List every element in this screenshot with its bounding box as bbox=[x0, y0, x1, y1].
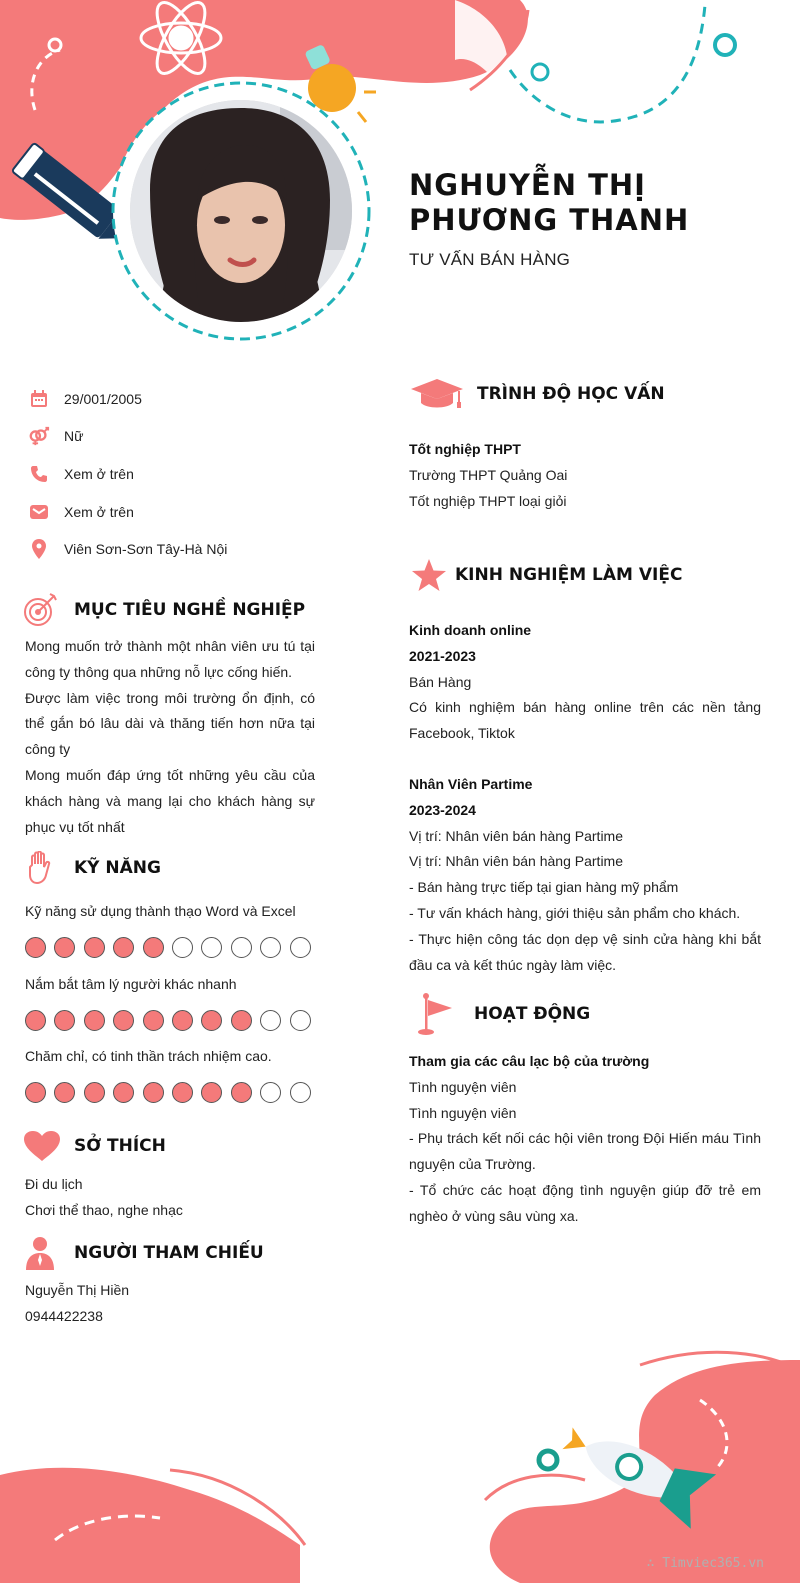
calendar-icon bbox=[28, 388, 50, 410]
job-company: Kinh doanh online bbox=[409, 622, 532, 638]
objective-text bbox=[25, 634, 315, 840]
target-icon bbox=[20, 590, 60, 630]
education-title: TRÌNH ĐỘ HỌC VẤN bbox=[477, 384, 665, 404]
person-icon bbox=[20, 1233, 60, 1273]
activity-line: - Phụ trách kết nối các hội viên trong Đội Hiến máu Tình nguyện của Trường. bbox=[409, 1130, 761, 1173]
activities-title: HOẠT ĐỘNG bbox=[474, 1004, 591, 1024]
experience-job-1 bbox=[409, 618, 761, 747]
activity-line: - Tổ chức các hoạt động tình nguyện giúp đỡ trẻ em nghèo ở vùng sâu vùng xa. bbox=[409, 1181, 761, 1224]
rating-dot-filled bbox=[231, 1082, 252, 1103]
email-text: Xem ở trên bbox=[64, 503, 134, 520]
hobby-item: Đi du lịch bbox=[25, 1176, 83, 1192]
objective-title: MỤC TIÊU NGHỀ NGHIỆP bbox=[74, 600, 306, 620]
contact-address bbox=[28, 530, 328, 568]
job-period: 2021-2023 bbox=[409, 647, 476, 664]
activity-name: Tham gia các câu lạc bộ của trường bbox=[409, 1053, 650, 1069]
objective-line: Mong muốn trở thành một nhân viên ưu tú tại công ty thông qua những nỗ lực cống hiến. bbox=[25, 638, 315, 680]
job-description: Có kinh nghiệm bán hàng online trên các nền tảng Facebook, Tiktok bbox=[409, 699, 761, 742]
location-icon bbox=[28, 538, 50, 560]
job-title: TƯ VẤN BÁN HÀNG bbox=[409, 250, 571, 269]
candidate-name bbox=[409, 168, 789, 238]
rating-dot-filled bbox=[143, 937, 164, 958]
rating-dot-filled bbox=[25, 1010, 46, 1031]
contact-gender bbox=[28, 418, 328, 456]
gender-text: Nữ bbox=[64, 428, 84, 445]
skills-title: KỸ NĂNG bbox=[74, 858, 161, 878]
address-text: Viên Sơn-Sơn Tây-Hà Nội bbox=[64, 541, 228, 558]
star-icon bbox=[409, 555, 449, 595]
experience-heading bbox=[409, 555, 682, 595]
skill-1-label: Kỹ năng sử dụng thành thạo Word và Excel bbox=[25, 903, 296, 919]
rating-dot-empty bbox=[260, 1010, 281, 1031]
job-role: Vị trí: Nhân viên bán hàng Partime bbox=[409, 827, 624, 844]
references-title: NGƯỜI THAM CHIẾU bbox=[74, 1243, 264, 1263]
education-school: Trường THPT Quảng Oai bbox=[409, 466, 568, 483]
activities-text bbox=[409, 1049, 761, 1230]
rating-dot-filled bbox=[172, 1010, 193, 1031]
skills-heading bbox=[20, 848, 161, 888]
activities-heading bbox=[412, 994, 590, 1034]
rating-dot-filled bbox=[143, 1010, 164, 1031]
rating-dot-filled bbox=[54, 1082, 75, 1103]
job-description: - Tư vấn khách hàng, giới thiệu sản phẩm cho khách. bbox=[409, 904, 741, 921]
job-role: Bán Hàng bbox=[409, 673, 472, 690]
experience-title: KINH NGHIỆM LÀM VIỆC bbox=[455, 565, 683, 585]
rating-dot-empty bbox=[201, 937, 222, 958]
rating-dot-empty bbox=[260, 937, 281, 958]
skill-2-label: Nắm bắt tâm lý người khác nhanh bbox=[25, 976, 237, 992]
graduation-cap-icon bbox=[409, 374, 465, 414]
flag-icon bbox=[412, 994, 452, 1034]
hobbies-list bbox=[25, 1172, 315, 1224]
name-line-1: NGHUYỄN THỊ bbox=[409, 168, 646, 202]
objective-line: Mong muốn đáp ứng tốt những yêu cầu của khách hàng và mang lại cho khách hàng sự phục vụ tốt nhất bbox=[25, 766, 315, 835]
hand-icon bbox=[20, 848, 60, 888]
rating-dot-empty bbox=[290, 937, 311, 958]
rating-dot-filled bbox=[201, 1082, 222, 1103]
experience-job-2 bbox=[409, 772, 761, 978]
contact-phone bbox=[28, 455, 328, 493]
rating-dot-filled bbox=[25, 1082, 46, 1103]
rating-dot-filled bbox=[113, 937, 134, 958]
profile-photo bbox=[130, 100, 352, 322]
rating-dot-filled bbox=[172, 1082, 193, 1103]
rating-dot-filled bbox=[84, 1082, 105, 1103]
rating-dot-empty bbox=[290, 1082, 311, 1103]
rating-dot-filled bbox=[113, 1010, 134, 1031]
contact-info bbox=[28, 380, 328, 568]
skill-3-rating bbox=[25, 1082, 311, 1103]
job-period: 2023-2024 bbox=[409, 801, 476, 818]
rating-dot-filled bbox=[54, 937, 75, 958]
rating-dot-empty bbox=[260, 1082, 281, 1103]
avatar bbox=[108, 78, 374, 344]
contact-email bbox=[28, 493, 328, 531]
rating-dot-filled bbox=[113, 1082, 134, 1103]
rating-dot-empty bbox=[290, 1010, 311, 1031]
references-heading bbox=[20, 1233, 264, 1273]
phone-text: Xem ở trên bbox=[64, 465, 134, 482]
gender-icon bbox=[28, 425, 50, 447]
rating-dot-filled bbox=[201, 1010, 222, 1031]
email-icon bbox=[28, 501, 50, 523]
watermark: ∴ Timviec365.vn bbox=[646, 1556, 764, 1571]
reference-phone: 0944422238 bbox=[25, 1307, 103, 1324]
hobby-item: Chơi thể thao, nghe nhạc bbox=[25, 1201, 183, 1218]
rating-dot-filled bbox=[231, 1010, 252, 1031]
hobbies-title: SỞ THÍCH bbox=[74, 1136, 166, 1156]
job-description: Vị trí: Nhân viên bán hàng Partime bbox=[409, 853, 624, 870]
heart-icon bbox=[22, 1126, 62, 1166]
rating-dot-filled bbox=[143, 1082, 164, 1103]
rating-dot-empty bbox=[231, 937, 252, 958]
rating-dot-filled bbox=[54, 1010, 75, 1031]
education-detail: Tốt nghiệp THPT loại giỏi bbox=[409, 492, 567, 509]
contact-birthday bbox=[28, 380, 328, 418]
references-text bbox=[25, 1278, 315, 1330]
reference-name: Nguyễn Thị Hiền bbox=[25, 1282, 130, 1298]
rating-dot-empty bbox=[172, 937, 193, 958]
skill-1-rating bbox=[25, 937, 311, 958]
education-text bbox=[409, 437, 761, 514]
objective-heading bbox=[20, 590, 305, 630]
job-company: Nhân Viên Partime bbox=[409, 776, 533, 792]
rating-dot-filled bbox=[84, 937, 105, 958]
rating-dot-filled bbox=[84, 1010, 105, 1031]
skill-2-rating bbox=[25, 1010, 311, 1031]
birthday-text: 29/001/2005 bbox=[64, 390, 142, 407]
phone-icon bbox=[28, 463, 50, 485]
objective-line: Được làm việc trong môi trường ổn định, có thể gắn bó lâu dài và thăng tiến hơn nữa tại công ty bbox=[25, 689, 315, 758]
activity-line: Tình nguyện viên bbox=[409, 1104, 517, 1121]
job-description: - Thực hiện công tác dọn dẹp vệ sinh cửa hàng khi bắt đầu ca và kết thúc ngày làm việc. bbox=[409, 930, 761, 973]
skill-3-label: Chăm chỉ, có tinh thần trách nhiệm cao. bbox=[25, 1048, 272, 1064]
hobbies-heading bbox=[22, 1126, 166, 1166]
activity-role: Tình nguyện viên bbox=[409, 1078, 517, 1095]
education-heading bbox=[409, 374, 665, 414]
rating-dot-filled bbox=[25, 937, 46, 958]
education-degree: Tốt nghiệp THPT bbox=[409, 441, 521, 457]
job-description: - Bán hàng trực tiếp tại gian hàng mỹ phẩm bbox=[409, 879, 679, 896]
name-line-2: PHƯƠNG THANH bbox=[409, 203, 690, 237]
